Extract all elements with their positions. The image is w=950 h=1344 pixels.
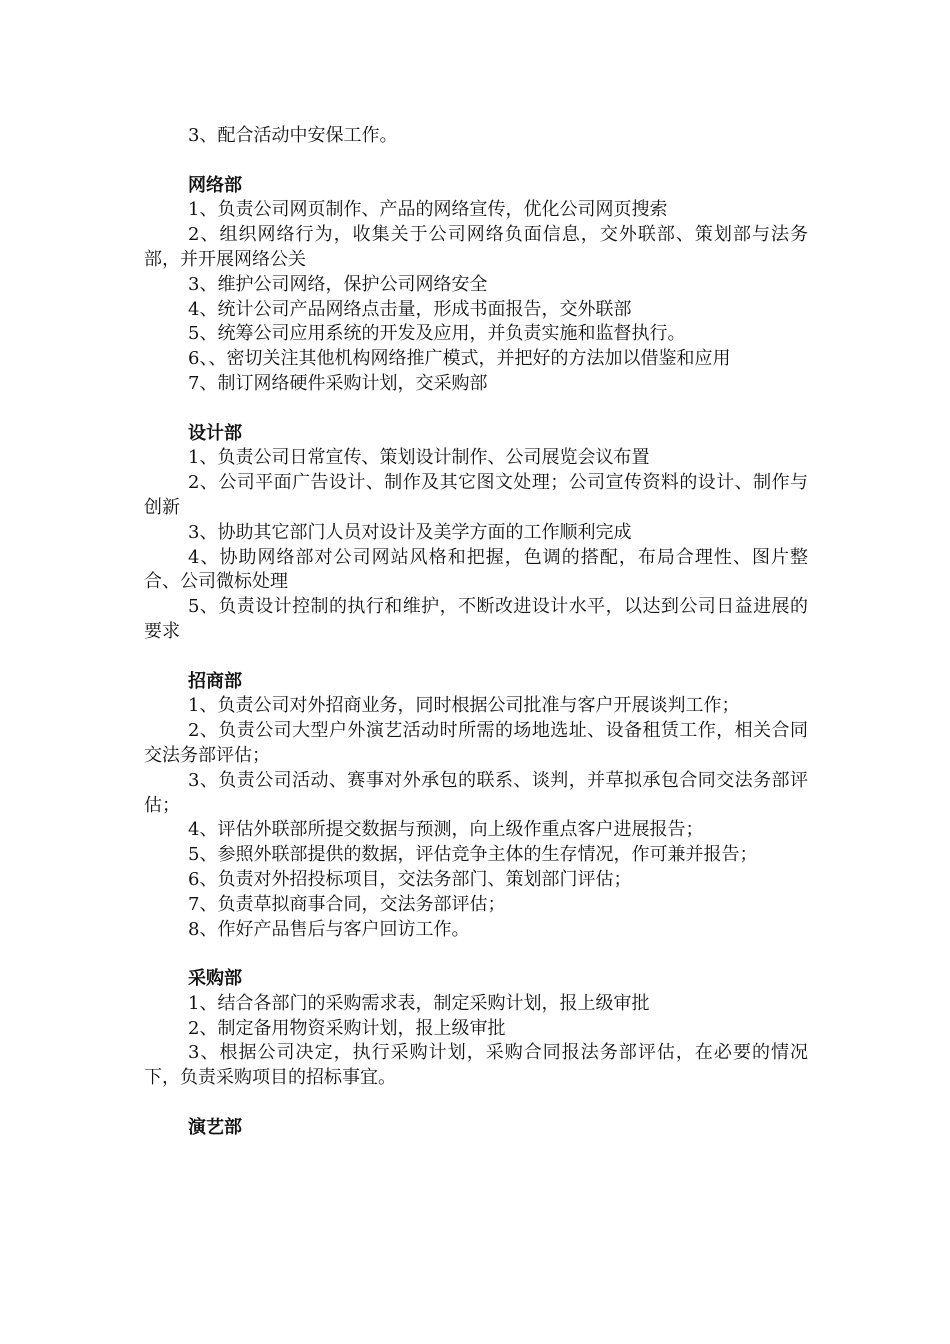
section-investment-dept — [144, 670, 808, 943]
list-item: 1、负责公司网页制作、产品的网络宣传，优化公司网页搜索 — [188, 199, 668, 221]
section-heading: 网络部 — [188, 174, 242, 196]
section-heading: 演艺部 — [188, 1116, 242, 1138]
list-item: 5、统筹公司应用系统的开发及应用，并负责实施和监督执行。 — [188, 323, 686, 345]
list-item: 3、协助其它部门人员对设计及美学方面的工作顺利完成 — [188, 521, 632, 543]
section-heading: 设计部 — [188, 422, 242, 444]
list-item: 1、负责公司日常宣传、策划设计制作、公司展览会议布置 — [188, 447, 650, 469]
list-item: 5、负责设计控制的执行和维护，不断改进设计水平，以达到公司日益进展的要求 — [144, 596, 808, 642]
list-item: 4、评估外联部所提交数据与预测，向上级作重点客户进展报告； — [188, 819, 704, 841]
section-heading: 采购部 — [188, 968, 242, 990]
section-network-dept — [144, 174, 808, 397]
list-item: 2、组织网络行为，收集关于公司网络负面信息，交外联部、策划部与法务部，并开展网络公关 — [144, 224, 808, 270]
list-item: 2、负责公司大型户外演艺活动时所需的场地选址、设备租赁工作，相关合同交法务部评估； — [144, 720, 808, 766]
section-procurement-dept — [144, 967, 808, 1091]
section-security-continued — [144, 124, 808, 149]
list-item: 3、负责公司活动、赛事对外承包的联系、谈判，并草拟承包合同交法务部评估； — [144, 769, 808, 816]
list-item: 3、根据公司决定，执行采购计划，采购合同报法务部评估，在必要的情况下，负责采购项目的招标事宜。 — [144, 1042, 808, 1089]
section-performing-arts-dept — [144, 1116, 808, 1141]
list-item: 8、作好产品售后与客户回访工作。 — [188, 918, 470, 940]
section-heading: 招商部 — [188, 670, 242, 692]
document-page — [144, 124, 808, 1141]
list-item: 5、参照外联部提供的数据，评估竞争主体的生存情况，作可兼并报告； — [188, 844, 758, 866]
list-item: 7、制订网络硬件采购计划，交采购部 — [188, 372, 488, 394]
section-design-dept — [144, 422, 808, 645]
list-item: 6、、密切关注其他机构网络推广模式，并把好的方法加以借鉴和应用 — [188, 348, 731, 370]
list-item: 6、负责对外招投标项目，交法务部门、策划部门评估； — [188, 868, 632, 890]
list-item: 1、负责公司对外招商业务，同时根据公司批准与客户开展谈判工作； — [188, 695, 740, 717]
list-item: 3、维护公司网络，保护公司网络安全 — [188, 273, 488, 295]
list-item: 7、负责草拟商事合同，交法务部评估； — [188, 893, 506, 915]
list-item: 4、统计公司产品网络点击量，形成书面报告，交外联部 — [188, 298, 632, 320]
list-item: 2、制定备用物资采购计划，报上级审批 — [188, 1017, 506, 1039]
list-item: 2、公司平面广告设计、制作及其它图文处理；公司宣传资料的设计、制作与创新 — [144, 472, 808, 518]
list-item: 1、结合各部门的采购需求表，制定采购计划，报上级审批 — [188, 992, 650, 1014]
list-item: 4、协助网络部对公司网站风格和把握，色调的搭配，布局合理性、图片整合、公司微标处理 — [144, 546, 808, 593]
list-item: 3、配合活动中安保工作。 — [188, 125, 398, 146]
